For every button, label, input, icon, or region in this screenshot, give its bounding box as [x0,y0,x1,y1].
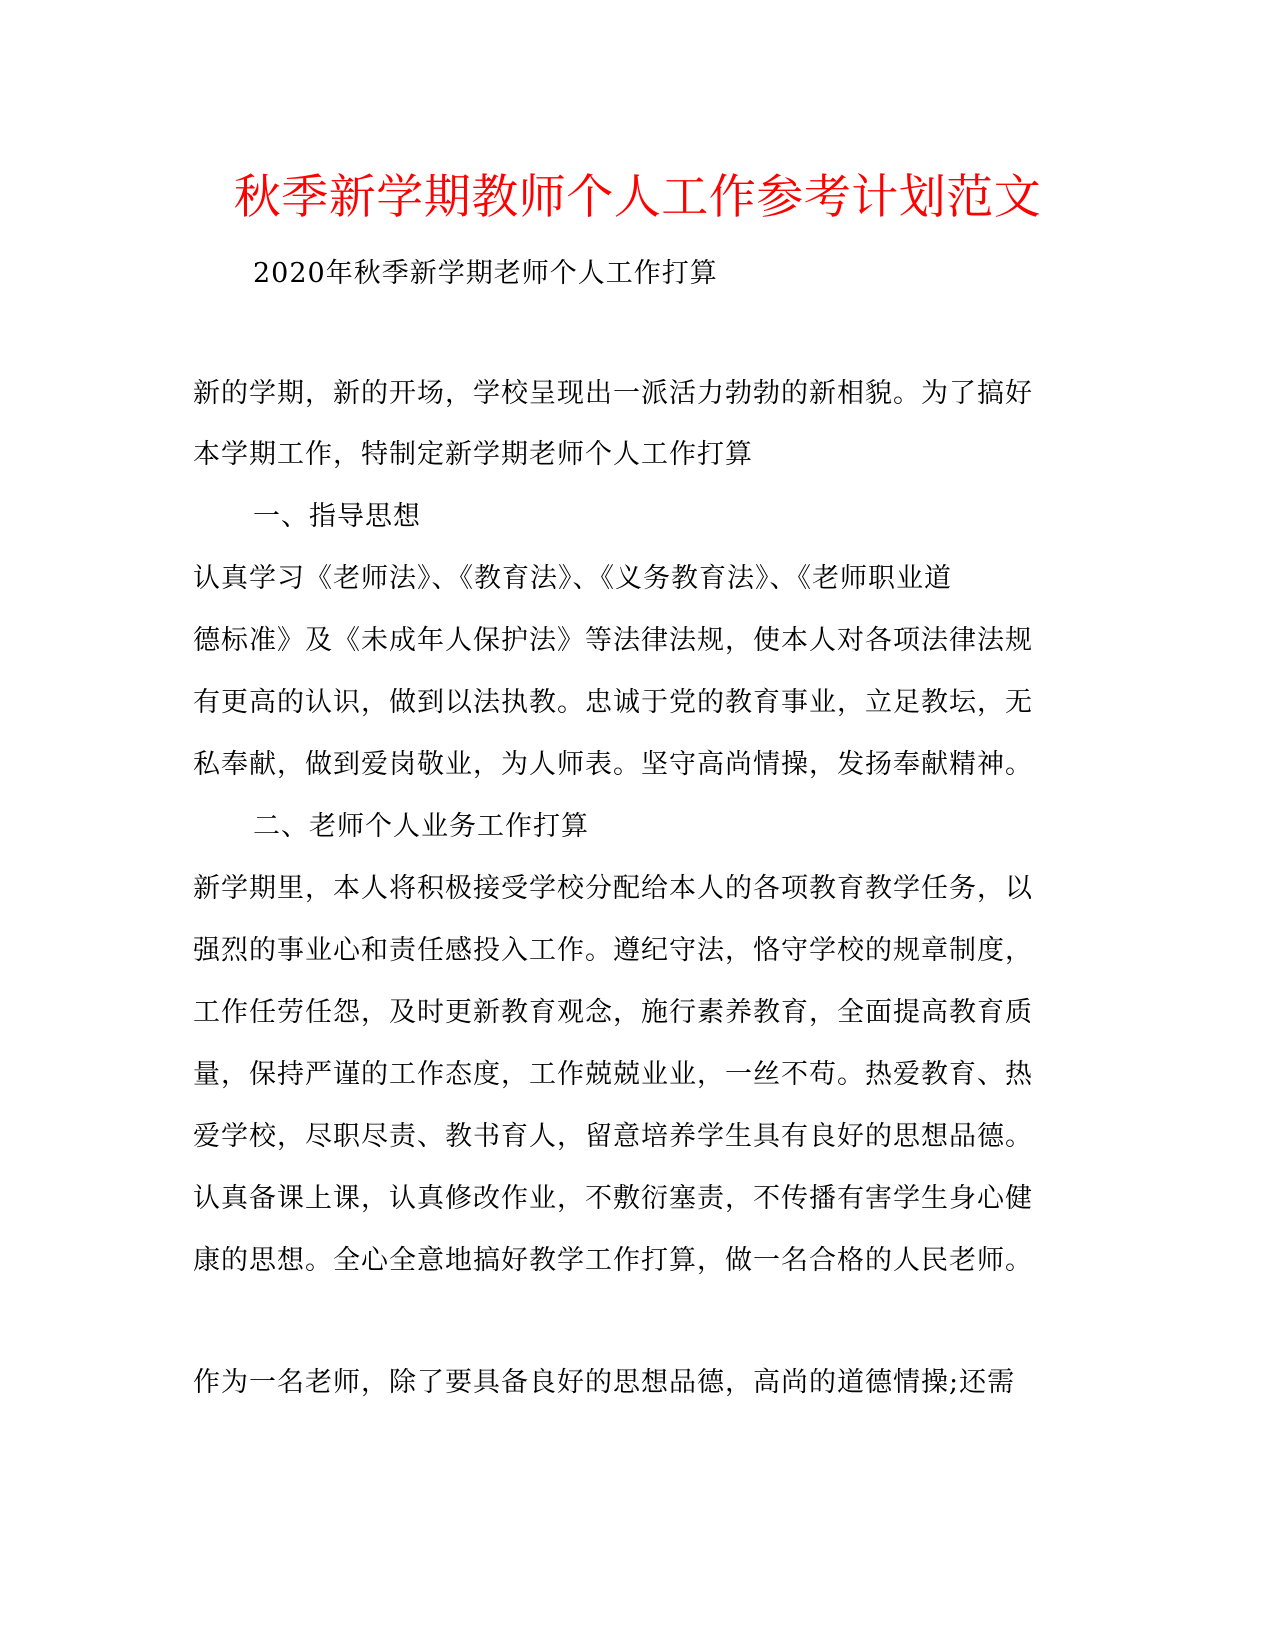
paragraph-line: 有更高的认识，做到以法执教。忠诚于党的教育事业，立足教坛，无 [193,687,1033,718]
paragraph-line: 德标准》及《未成年人保护法》等法律法规，使本人对各项法律法规 [193,625,1033,656]
paragraph-line: 爱学校，尽职尽责、教书育人，留意培养学生具有良好的思想品德。 [193,1121,1033,1152]
paragraph-line: 认真学习《老师法》、《教育法》、《义务教育法》、《老师职业道 [193,563,952,594]
section-heading-work-plan: 二、老师个人业务工作打算 [253,811,589,842]
section-heading-guiding-thought: 一、指导思想 [253,501,421,532]
paragraph-line: 量，保持严谨的工作态度，工作兢兢业业，一丝不苟。热爱教育、热 [193,1059,1033,1090]
document-title: 秋季新学期教师个人工作参考计划范文 [233,170,1042,225]
paragraph-line: 新的学期，新的开场，学校呈现出一派活力勃勃的新相貌。为了搞好 [193,378,1033,409]
paragraph-line: 认真备课上课，认真修改作业，不敷衍塞责，不传播有害学生身心健 [193,1183,1033,1214]
paragraph-line: 本学期工作，特制定新学期老师个人工作打算 [193,439,753,470]
paragraph-line: 康的思想。全心全意地搞好教学工作打算，做一名合格的人民老师。 [193,1245,1033,1276]
paragraph-line: 强烈的事业心和责任感投入工作。遵纪守法，恪守学校的规章制度， [193,935,1033,966]
paragraph-line: 新学期里，本人将积极接受学校分配给本人的各项教育教学任务，以 [193,873,1033,904]
paragraph-line: 工作任劳任怨，及时更新教育观念，施行素养教育，全面提高教育质 [193,997,1033,1028]
paragraph-line: 私奉献，做到爱岗敬业，为人师表。坚守高尚情操，发扬奉献精神。 [193,749,1033,780]
document-subtitle: 2020年秋季新学期老师个人工作打算 [253,258,718,289]
paragraph-line: 作为一名老师，除了要具备良好的思想品德，高尚的道德情操;还需 [193,1367,1016,1398]
